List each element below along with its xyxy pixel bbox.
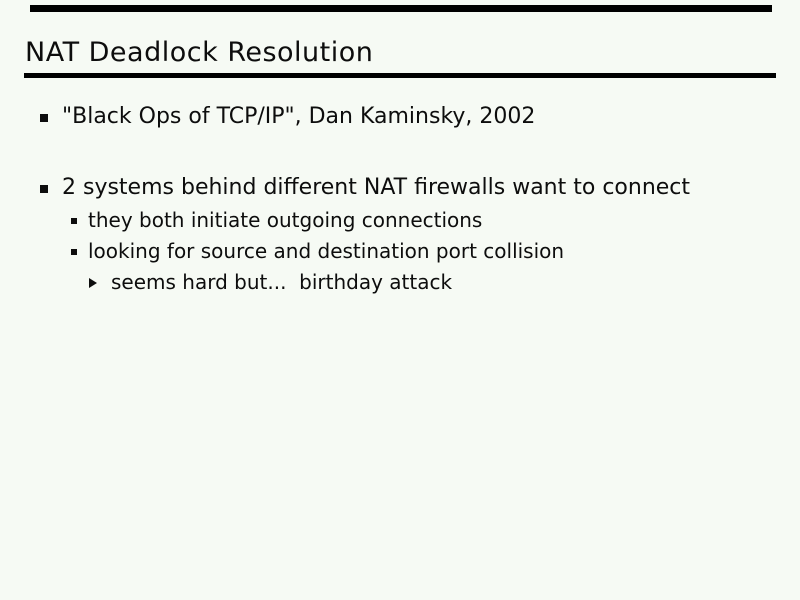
bullet-square-icon bbox=[40, 114, 48, 122]
list-item bbox=[71, 241, 564, 261]
bullet-text: looking for source and destination port collision bbox=[88, 239, 565, 263]
top-rule bbox=[30, 5, 772, 12]
list-item bbox=[40, 106, 535, 128]
title-underline bbox=[24, 73, 776, 78]
list-item bbox=[71, 210, 482, 230]
bullet-text: seems hard but... birthday attack bbox=[111, 270, 453, 294]
bullet-square-icon bbox=[40, 185, 48, 193]
arrow-bullet-icon bbox=[89, 278, 97, 288]
sub-bullet-square-icon bbox=[71, 249, 77, 255]
bullet-text: they both initiate outgoing connections bbox=[88, 208, 483, 232]
list-item bbox=[89, 272, 452, 292]
bullet-text: "Black Ops of TCP/IP", Dan Kaminsky, 2002 bbox=[62, 104, 536, 129]
list-item bbox=[40, 177, 690, 199]
sub-bullet-square-icon bbox=[71, 218, 77, 224]
bullet-text: 2 systems behind different NAT firewalls want to connect bbox=[62, 175, 691, 200]
slide-title: NAT Deadlock Resolution bbox=[25, 37, 374, 68]
